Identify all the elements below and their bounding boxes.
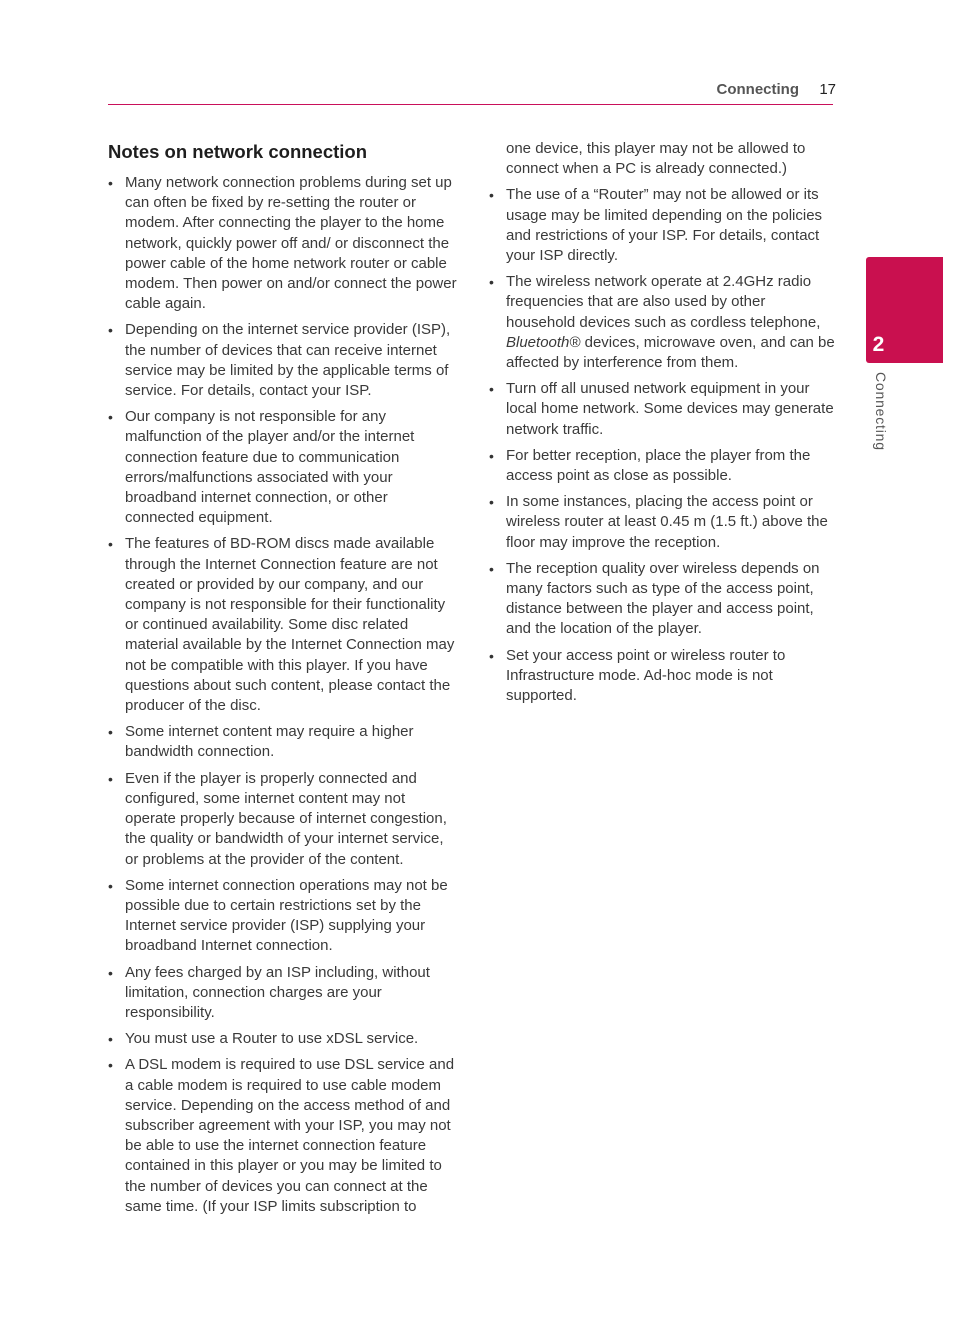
- list-item: • Some internet connection operations may not be possible due to certain restrictions set by the Internet service provider (ISP) supplying your broadband Internet connection.: [108, 876, 458, 957]
- list-item: • The use of a “Router” may not be allowed or its usage may be limited depending on the policies and restrictions of your ISP. For details, contact your ISP directly.: [489, 185, 835, 266]
- list-item: • The features of BD-ROM discs made available through the Internet Connection feature are not created or provided by our company, and our company is not responsible for their functionality or continued availability. Some disc related material available by the Internet Connection may not be compatible with this player. If you have questions about such content, please contact the producer of the disc.: [108, 534, 458, 716]
- list-item: • Some internet content may require a higher bandwidth connection.: [108, 722, 458, 762]
- list-item: • Turn off all unused network equipment in your local home network. Some devices may generate network traffic.: [489, 379, 835, 440]
- chapter-tab: [866, 257, 943, 363]
- left-column: [108, 140, 458, 1223]
- list-item: • Even if the player is properly connected and configured, some internet content may not operate properly because of internet congestion, the quality or bandwidth of your internet service, or problems at the provider of the content.: [108, 769, 458, 870]
- list-item-text: The wireless network operate at 2.4GHz radio frequencies that are also used by other household devices such as cordless telephone,: [506, 273, 821, 331]
- list-item: • In some instances, placing the access point or wireless router at least 0.45 m (1.5 ft.) above the floor may improve the reception.: [489, 492, 835, 553]
- notes-list-right: [489, 185, 835, 706]
- list-item-text: devices, microwave oven, and can be affected by interference from them.: [506, 333, 835, 372]
- bluetooth-brand: Bluetooth®: [506, 333, 581, 351]
- list-item: • A DSL modem is required to use DSL service and a cable modem is required to use cable modem service. Depending on the access method of and subscriber agreement with your ISP, you may not be able to use the internet connection feature contained in this player or you may be limited to the number of devices you can connect at the same time. (If your ISP limits subscription to: [108, 1055, 458, 1217]
- header-divider: [108, 104, 833, 105]
- list-item: • Depending on the internet service provider (ISP), the number of devices that can receive internet service may be limited by the applicable terms of service. For details, contact your ISP.: [108, 320, 458, 401]
- list-item: • Any fees charged by an ISP including, without limitation, connection charges are your responsibility.: [108, 963, 458, 1024]
- list-item: • You must use a Router to use xDSL service.: [108, 1029, 458, 1049]
- chapter-number: 2: [872, 333, 885, 356]
- list-item: • Our company is not responsible for any malfunction of the player and/or the internet connection feature due to communication errors/malfunctions associated with your broadband internet connection, or other connected equipment.: [108, 407, 458, 528]
- list-item-continuation: one device, this player may not be allowed to connect when a PC is already connected.): [506, 140, 806, 178]
- page-number: 17: [819, 81, 836, 98]
- notes-list-left: [108, 173, 458, 1217]
- section-title: Notes on network connection: [108, 141, 368, 162]
- right-column: [489, 139, 835, 712]
- chapter-tab-label: Connecting: [873, 372, 889, 451]
- list-item: [489, 272, 835, 373]
- list-item: • Set your access point or wireless router to Infrastructure mode. Ad-hoc mode is not supported.: [489, 646, 835, 707]
- list-item: • For better reception, place the player from the access point as close as possible.: [489, 446, 835, 486]
- list-item: • The reception quality over wireless depends on many factors such as type of the access point, distance between the player and access point, and the location of the player.: [489, 559, 835, 640]
- list-item: • Many network connection problems during set up can often be fixed by re-setting the router or modem. After connecting the player to the home network, quickly power off and/ or disconnect the power cable of the home network router or cable modem. Then power on and/or connect the power cable again.: [108, 173, 458, 314]
- running-header-section: Connecting: [716, 81, 799, 98]
